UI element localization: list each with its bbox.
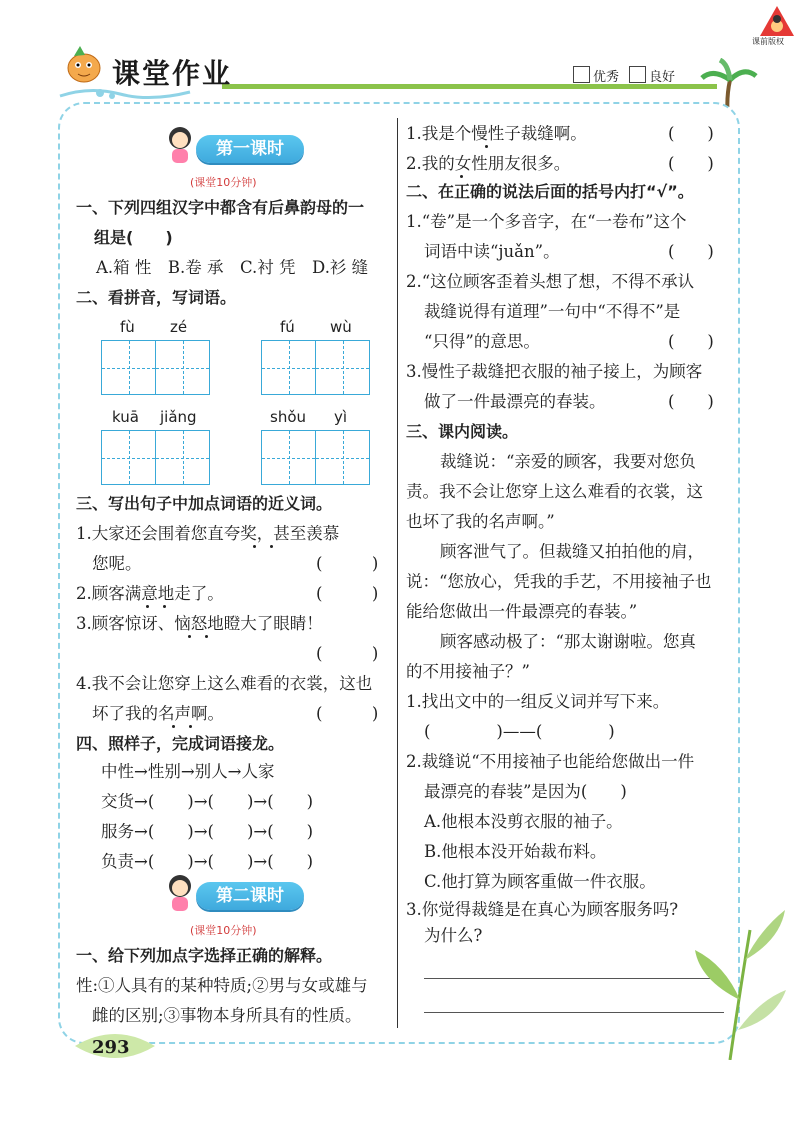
q3-item-1: 1.大家还会围着您直夸奖，甚至羡慕: [76, 524, 340, 543]
q3-title: 三、写出句子中加点词语的近义词。: [76, 494, 333, 513]
page-number: 293: [92, 1037, 130, 1058]
q3-item-1-cont: 您呢。: [92, 554, 142, 573]
pinyin-3b: jiǎng: [160, 408, 197, 426]
emphasis-dot: [189, 725, 192, 728]
answer-line-1[interactable]: [424, 978, 724, 979]
emphasis-dot: [163, 605, 166, 608]
girl-avatar-1: [162, 124, 198, 164]
r-q2-item-1-cont: 词语中读“juǎn”。: [424, 242, 560, 261]
passage-line-7: 顾客感动极了：“那太谢谢啦。您真: [440, 632, 696, 651]
emphasis-dot: [270, 545, 273, 548]
passage-line-4: 顾客泄气了。但裁缝又拍拍他的肩，: [440, 542, 704, 561]
pinyin-4a: shǒu: [270, 408, 307, 426]
q5-title: 一、给下列加点字选择正确的解释。: [76, 946, 333, 965]
leaf-decoration-icon: [690, 870, 790, 1060]
emphasis-dot: [172, 725, 175, 728]
lesson1-banner: 第一课时: [196, 135, 304, 163]
emphasis-dot: [485, 145, 488, 148]
emphasis-dot: [253, 545, 256, 548]
answer-paren[interactable]: ( ): [316, 644, 379, 663]
page-title: 课堂作业: [112, 57, 233, 90]
rating-good-checkbox[interactable]: [629, 66, 646, 83]
r-q2-item-2-cont2: “只得”的意思。: [424, 332, 540, 351]
read-q1-answer[interactable]: ( )——( ): [424, 722, 615, 741]
read-q3-cont: 为什么?: [424, 926, 483, 945]
r-q2-item-3: 3.慢性子裁缝把衣服的袖子接上，为顾客: [406, 362, 703, 381]
pinyin-1a: fù: [120, 318, 135, 336]
r-q2-item-3-cont: 做了一件最漂亮的春装。: [424, 392, 606, 411]
emphasis-dot: [146, 605, 149, 608]
lesson2-banner: 第二课时: [196, 882, 304, 910]
read-q1: 1.找出文中的一组反义词并写下来。: [406, 692, 670, 711]
pinyin-3a: kuā: [112, 408, 139, 426]
answer-paren[interactable]: ( ): [668, 242, 714, 261]
lesson1-time: (课堂10分钟): [190, 176, 257, 189]
q4-example: 中性→性别→别人→人家: [101, 762, 275, 781]
column-divider: [397, 118, 398, 1028]
q4-title: 四、照样子，完成词语接龙。: [76, 734, 285, 753]
read-q3: 3.你觉得裁缝是在真心为顾客服务吗?: [406, 900, 679, 919]
q2-title: 二、看拼音，写词语。: [76, 288, 237, 307]
r-q2-title: 二、在正确的说法后面的括号内打“√”。: [406, 182, 694, 201]
answer-line-2[interactable]: [424, 1012, 724, 1013]
q5-definition-2: 雌的区别;③事物本身所具有的性质。: [92, 1006, 362, 1025]
read-q2-cont: 最漂亮的春装”是因为( ): [424, 782, 627, 801]
publisher-logo-text: 课前版权: [752, 37, 784, 46]
q3-item-2: 2.顾客满意地走了。: [76, 584, 224, 603]
r-item-2: 2.我的女性朋友很多。: [406, 154, 571, 173]
read-q2-option-c[interactable]: C.他打算为顾客重做一件衣服。: [424, 872, 656, 891]
writing-grid-4[interactable]: [261, 430, 370, 485]
emphasis-dot: [460, 175, 463, 178]
passage-line-8: 的不用接袖子？”: [406, 662, 530, 681]
r-q2-item-1: 1.“卷”是一个多音字，在“一卷布”这个: [406, 212, 687, 231]
pinyin-1b: zé: [170, 318, 188, 336]
writing-grid-2[interactable]: [261, 340, 370, 395]
q4-row-2[interactable]: 服务→( )→( )→( ): [101, 822, 314, 841]
answer-paren[interactable]: ( ): [668, 154, 714, 173]
passage-line-3: 也坏了我的名声啊。”: [406, 512, 555, 531]
emphasis-dot: [205, 635, 208, 638]
answer-paren[interactable]: ( ): [316, 704, 379, 723]
emphasis-dot: [188, 635, 191, 638]
q4-row-3[interactable]: 负责→( )→( )→( ): [101, 852, 314, 871]
q3-item-4-cont: 坏了我的名声啊。: [92, 704, 224, 723]
passage-line-1: 裁缝说：“亲爱的顾客，我要对您负: [440, 452, 696, 471]
q5-definition-1: 性:①人具有的某种特质;②男与女或雄与: [76, 976, 368, 995]
q4-row-1[interactable]: 交货→( )→( )→( ): [101, 792, 314, 811]
read-q2-option-b[interactable]: B.他根本没开始裁布料。: [424, 842, 607, 861]
writing-grid-1[interactable]: [101, 340, 210, 395]
pinyin-4b: yì: [334, 408, 348, 426]
r-item-1: 1.我是个慢性子裁缝啊。: [406, 124, 587, 143]
rating-good-label: 良好: [649, 70, 676, 85]
read-q2: 2.裁缝说“不用接袖子也能给您做出一件: [406, 752, 695, 771]
r-q2-item-2-cont: 裁缝说得有道理”一句中“不得不”是: [424, 302, 681, 321]
answer-paren[interactable]: ( ): [668, 124, 714, 143]
girl-avatar-2: [162, 872, 198, 912]
q1-options: A.箱 性 B.卷 承 C.衬 凭 D.衫 缝: [96, 258, 369, 277]
pinyin-2a: fú: [280, 318, 295, 336]
read-q2-option-a[interactable]: A.他根本没剪衣服的袖子。: [424, 812, 623, 831]
rating-excellent-label: 优秀: [593, 70, 620, 85]
q3-item-4: 4.我不会让您穿上这么难看的衣裳，这也: [76, 674, 373, 693]
lesson2-time: (课堂10分钟): [190, 924, 257, 937]
answer-paren[interactable]: ( ): [668, 332, 714, 351]
passage-line-6: 能给您做出一件最漂亮的春装。”: [406, 602, 638, 621]
r-q3-title: 三、课内阅读。: [406, 422, 519, 441]
q3-item-3: 3.顾客惊讶、恼怒地瞪大了眼睛！: [76, 614, 323, 633]
pinyin-2b: wù: [330, 318, 352, 336]
answer-paren[interactable]: ( ): [316, 554, 379, 573]
passage-line-2: 责。我不会让您穿上这么难看的衣裳，这: [406, 482, 703, 501]
q1-title: 一、下列四组汉字中都含有后鼻韵母的一: [76, 198, 365, 217]
writing-grid-3[interactable]: [101, 430, 210, 485]
mascot-icon: [60, 42, 108, 90]
q1-title-cont: 组是( ): [94, 228, 173, 247]
r-q2-item-2: 2.“这位顾客歪着头想了想，不得不承认: [406, 272, 695, 291]
answer-paren[interactable]: ( ): [316, 584, 379, 603]
rating-excellent-checkbox[interactable]: [573, 66, 590, 83]
answer-paren[interactable]: ( ): [668, 392, 714, 411]
passage-line-5: 说：“您放心，凭我的手艺，不用接袖子也: [406, 572, 712, 591]
